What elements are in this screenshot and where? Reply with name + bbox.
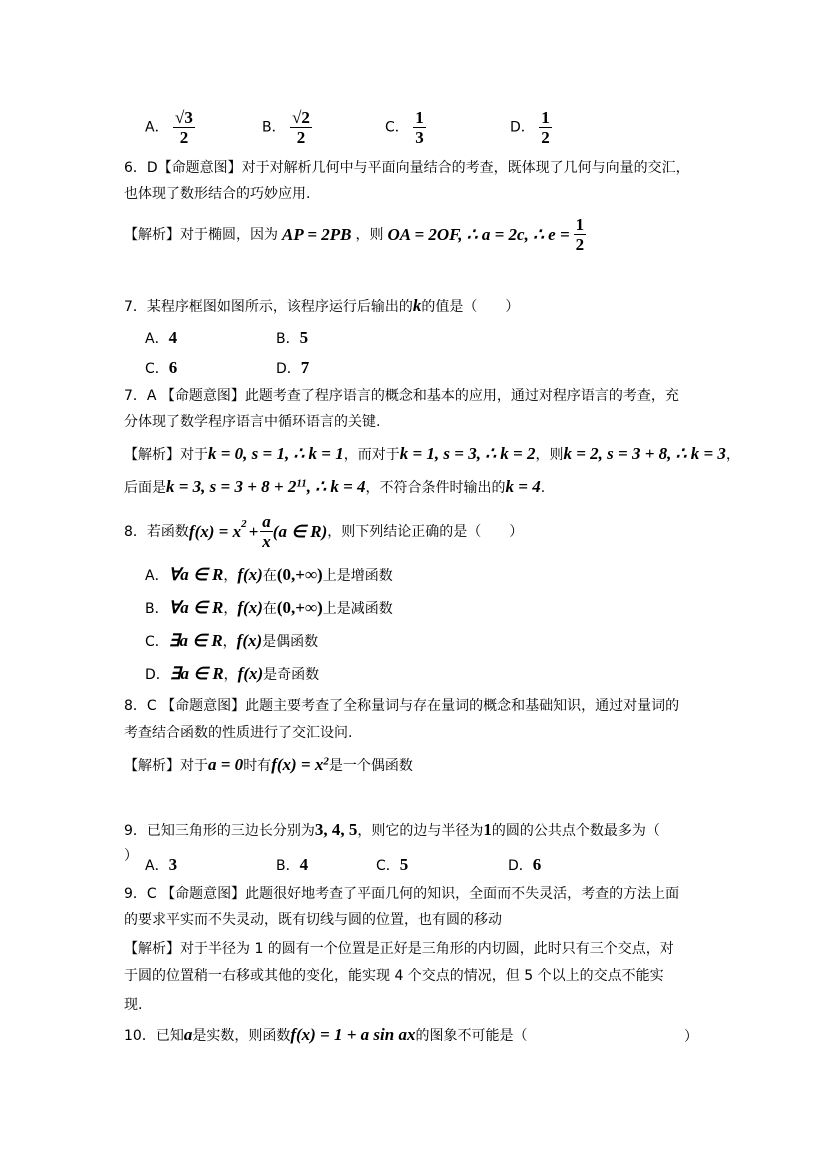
denominator: 2 [290, 127, 312, 147]
option-value: 7 [300, 358, 310, 377]
connector-text: ，而对于 [343, 447, 400, 463]
option-text: 在 [262, 568, 277, 584]
exponent: 2 [241, 518, 247, 530]
option-text: 是奇函数 [263, 667, 320, 683]
equation-end: , ∴ k = 4 [306, 477, 366, 496]
fraction [173, 108, 195, 147]
function-expr: f(x) [237, 565, 263, 584]
jiexi-label: 【解析】对于 [124, 447, 208, 463]
a6-solution [124, 215, 586, 254]
domain-expr: (a ∈ R) [272, 521, 328, 541]
a9-line5: 现. [124, 997, 143, 1013]
option-value: 6 [532, 855, 542, 874]
option-label: B． [276, 331, 300, 347]
connector-text: 是一个偶函数 [328, 758, 413, 774]
equation: k = 2, s = 3 + 8, ∴ k = 3 [563, 444, 726, 463]
interval: (0,+∞) [276, 565, 323, 584]
interval: (0,+∞) [276, 598, 323, 617]
quantifier-expr: ∀a ∈ R [168, 598, 224, 617]
q9-option-a [145, 855, 177, 876]
q8-option-c [145, 631, 318, 652]
numerator: a [262, 512, 271, 531]
option-label: D． [145, 667, 170, 683]
a8-solution [124, 755, 413, 776]
separator: ， [223, 667, 238, 683]
option-text: 是偶函数 [262, 634, 319, 650]
q9-stem [124, 820, 660, 841]
option-label: A． [145, 331, 169, 347]
a9-line3: 【解析】对于半径为 1 的圆有一个位置是正好是三角形的内切圆，此时只有三个交点，对 [124, 941, 674, 957]
q7-option-b [276, 328, 308, 349]
stem-end: 的圆的公共点个数最多为（ [491, 823, 660, 839]
option-text: 上是增函数 [322, 568, 393, 584]
denominator: x [262, 532, 271, 551]
separator: ， [223, 568, 238, 584]
function-expr: f(x) [237, 664, 264, 683]
fraction [413, 108, 426, 147]
q10-stem [124, 1025, 527, 1046]
option-label: D． [508, 858, 533, 874]
a7-line2: 分体现了数学程序语言中循环语言的关键. [124, 414, 381, 430]
option-value: 6 [168, 358, 178, 377]
jiexi-label: 【解析】对于 [124, 758, 208, 774]
fraction [539, 108, 552, 147]
equation: a = 0 [208, 755, 244, 774]
denominator: 2 [173, 127, 195, 147]
option-text: 上是减函数 [322, 601, 393, 617]
option-label: B． [145, 601, 169, 617]
equation: k = 0, s = 1, ∴ k = 1 [208, 444, 344, 463]
prefix-text: 后面是 [124, 480, 166, 496]
q7-option-a [145, 328, 177, 349]
connector-text: ，则 [535, 447, 564, 463]
fraction [290, 108, 312, 147]
plus-sign: + [248, 521, 259, 541]
option-value: 5 [299, 328, 309, 347]
option-label: D． [276, 361, 301, 377]
stem-end: ，则下列结论正确的是（ ） [327, 523, 524, 540]
numerator: √3 [175, 108, 193, 127]
equation: k = 4 [505, 477, 541, 496]
stem-text: ，则它的边与半径为 [357, 823, 484, 839]
a9-line2: 的要求平实而不失灵动，既有切线与圆的位置，也有圆的移动 [124, 912, 502, 928]
exponent: 2 [323, 755, 329, 768]
q9-option-d [508, 855, 541, 876]
option-label: A． [145, 858, 169, 874]
numerator: 1 [575, 215, 585, 234]
option-value: 4 [168, 328, 178, 347]
variable: k [412, 296, 422, 315]
numerator: 1 [415, 108, 424, 127]
quantifier-expr: ∃a ∈ R [169, 664, 224, 683]
q9-option-c [376, 855, 408, 876]
connector-text: ，则 [355, 226, 384, 243]
a7-line1: 7．A 【命题意图】此题考查了程序语言的概念和基本的应用，通过对程序语言的考查，充 [124, 388, 679, 404]
option-value: 5 [399, 855, 409, 874]
period: . [540, 480, 546, 496]
separator: ， [222, 634, 237, 650]
a8-line1: 8．C 【命题意图】此题主要考查了全称量词与存在量词的概念和基础知识，通过对量词的 [124, 698, 680, 714]
a9-line4: 于圆的位置稍一右移或其他的变化，能实现 4 个交点的情况，但 5 个以上的交点不能实 [124, 968, 664, 984]
option-label: B． [276, 858, 300, 874]
q7-stem [124, 296, 519, 317]
quantifier-expr: ∀a ∈ R [168, 565, 224, 584]
equation: k = 3, s = 3 + 8 + 2 [166, 477, 297, 496]
a6-line2: 也体现了数形结合的巧妙应用. [124, 186, 311, 202]
side-lengths: 3, 4, 5 [314, 820, 358, 839]
q8-option-a [145, 565, 393, 586]
equation: f(x) = x [271, 755, 324, 774]
q10-close-paren: ） [684, 1029, 698, 1045]
q9-stem-line2: ） [124, 848, 138, 864]
vector-equation: AP = 2PB [282, 224, 352, 244]
stem-end: 的值是（ ） [421, 299, 520, 315]
q7-option-d [276, 358, 309, 379]
a9-line1: 9．C 【命题意图】此题很好地考查了平面几何的知识，全面而不失灵活，考查的方法上面 [124, 886, 680, 902]
a6-line1: 6．D【命题意图】对于对解析几何中与平面向量结合的考查，既体现了几何与向量的交汇， [124, 160, 690, 176]
option-label: A． [145, 568, 169, 584]
q5-option-d [510, 108, 552, 147]
function-expr: f(x) = x [188, 521, 242, 541]
exponent: 11 [296, 477, 307, 490]
q8-stem [124, 512, 523, 551]
connector-text: ， [725, 447, 740, 463]
jiexi-label: 【解析】对于椭圆，因为 [124, 226, 278, 243]
stem-text: 8．若函数 [124, 523, 189, 540]
equation: OA = 2OF, ∴ a = 2c, ∴ e = [387, 224, 570, 244]
option-text: 在 [262, 601, 277, 617]
denominator: 2 [575, 235, 585, 254]
numerator: √2 [292, 108, 310, 127]
stem-text: 9．已知三角形的三边长分别为 [124, 823, 315, 839]
stem-end: 的图象不可能是（ [415, 1028, 528, 1044]
stem-text: 10．已知 [124, 1028, 184, 1044]
function-expr: f(x) [236, 631, 263, 650]
a7-solution-line2 [124, 477, 545, 498]
option-label: D． [510, 119, 535, 136]
q8-option-d [145, 664, 319, 685]
option-label: C． [385, 119, 409, 136]
quantifier-expr: ∃a ∈ R [168, 631, 223, 650]
stem-text: 7．某程序框图如图所示，该程序运行后输出的 [124, 299, 413, 315]
radius: 1 [483, 820, 492, 839]
q5-option-c [385, 108, 426, 147]
option-label: A． [145, 119, 169, 136]
a7-solution-line1 [124, 444, 740, 465]
q5-option-b [262, 108, 312, 147]
q8-option-b [145, 598, 393, 619]
denominator: 3 [415, 128, 424, 147]
a8-line2: 考查结合函数的性质进行了交汇设问. [124, 725, 353, 741]
variable: a [183, 1025, 193, 1044]
option-label: B． [262, 119, 286, 136]
connector-text: ，不符合条件时输出的 [365, 480, 506, 496]
connector-text: 时有 [243, 758, 272, 774]
option-label: C． [145, 634, 169, 650]
denominator: 2 [541, 128, 550, 147]
option-value: 3 [168, 855, 178, 874]
option-label: C． [376, 858, 400, 874]
q7-option-c [145, 358, 177, 379]
q5-option-a [145, 108, 195, 147]
a-over-x-fraction [260, 512, 273, 551]
option-label: C． [145, 361, 169, 377]
option-value: 4 [299, 855, 309, 874]
numerator: 1 [541, 108, 550, 127]
q9-option-b [276, 855, 308, 876]
equation: k = 1, s = 3, ∴ k = 2 [399, 444, 536, 463]
e-fraction [574, 215, 587, 254]
stem-text: 是实数，则函数 [192, 1028, 291, 1044]
function-expr: f(x) = 1 + a sin ax [290, 1025, 416, 1044]
separator: ， [223, 601, 238, 617]
function-expr: f(x) [237, 598, 263, 617]
